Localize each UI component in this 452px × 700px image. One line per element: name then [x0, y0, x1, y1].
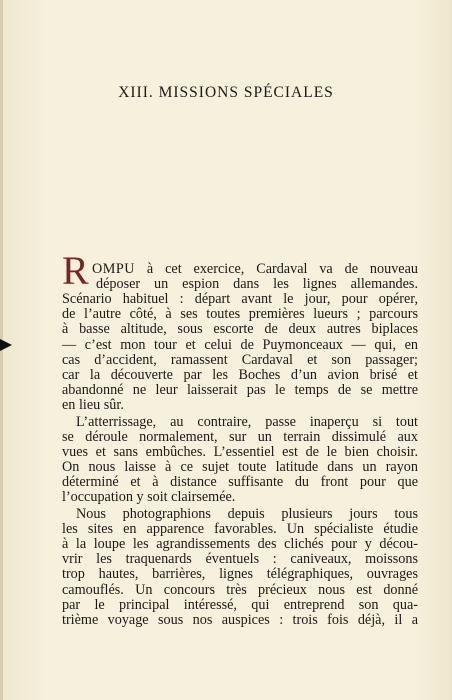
paragraph-1-line: Scénario habituel : départ avant le jour, pour opérer, — [62, 291, 418, 307]
paragraph-1-line-2: déposer un espion dans les lignes allemandes. — [96, 276, 418, 293]
opening-line-text: à cet exercice, Cardaval va de nouveau — [135, 261, 418, 277]
paragraph-3-line: par le principal intéressé, qui entreprend son qua- — [62, 596, 418, 613]
drop-cap: R — [62, 248, 89, 293]
paragraph-2-line: vues et sans embûches. L’essentiel est de le bien choisir. — [62, 443, 418, 460]
body-text — [62, 292, 418, 628]
margin-arrow-icon — [0, 339, 12, 351]
chapter-title: XIII. MISSIONS SPÉCIALES — [118, 84, 334, 101]
paragraph-3-line: trop hautes, barrières, lignes télégraphiques, ouvrages — [62, 566, 418, 583]
paragraph-2-line: L’atterrissage, au contraire, passe inaperçu si tout — [76, 413, 418, 430]
paragraph-1-line: cas d’accident, ramassent Cardaval et son passager; — [62, 351, 418, 368]
paragraph-2-line: déterminé et à distance suffisante du front pour que — [62, 474, 418, 491]
paragraph-1-line: — c’est mon tour et celui de Puymonceaux — qui, en — [62, 336, 418, 353]
paragraph-1-line: abandonné ne leur laisserait pas le temps de se mettre — [62, 382, 418, 399]
paragraph-3-line: à la loupe les agrandissements des clichés pour y décou- — [62, 536, 418, 552]
paragraph-1-line: en lieu sûr. — [62, 397, 124, 414]
paragraph-3-line: Nous photographions depuis plusieurs jours tous — [76, 505, 418, 522]
paragraph-3-line: les sites en apparence favorables. Un spécialiste étudie — [62, 520, 418, 537]
paragraph-1-line-1 — [92, 262, 418, 277]
paragraph-1-opening — [92, 262, 418, 292]
paragraph-2-line: On nous laisse à ce sujet toute latitude dans un rayon — [62, 459, 418, 476]
drop-cap-container — [62, 248, 92, 293]
paragraph-1-line: car la découverte par les Boches d’un avion brisé et — [62, 366, 418, 383]
paragraph-2-line: se déroule normalement, sur un terrain dissimulé aux — [62, 428, 418, 445]
paragraph-1-line: à basse altitude, sous escorte de deux autres biplaces — [62, 321, 418, 338]
paragraph-3-line: camouflés. Un concours très précieux nous est donné — [62, 581, 418, 598]
paragraph-3-line: trième voyage sous nos auspices : trois fois déjà, il a — [62, 611, 418, 628]
paragraph-1-line: de l’autre côté, à ses toutes premières lueurs ; parcours — [62, 306, 418, 323]
paragraph-3-line: vrir les traquenards éventuels : caniveaux, moissons — [62, 551, 418, 568]
opening-small-caps: OMPU — [92, 261, 135, 277]
paragraph-2-line: l’occupation y soit clairsemée. — [62, 489, 236, 506]
